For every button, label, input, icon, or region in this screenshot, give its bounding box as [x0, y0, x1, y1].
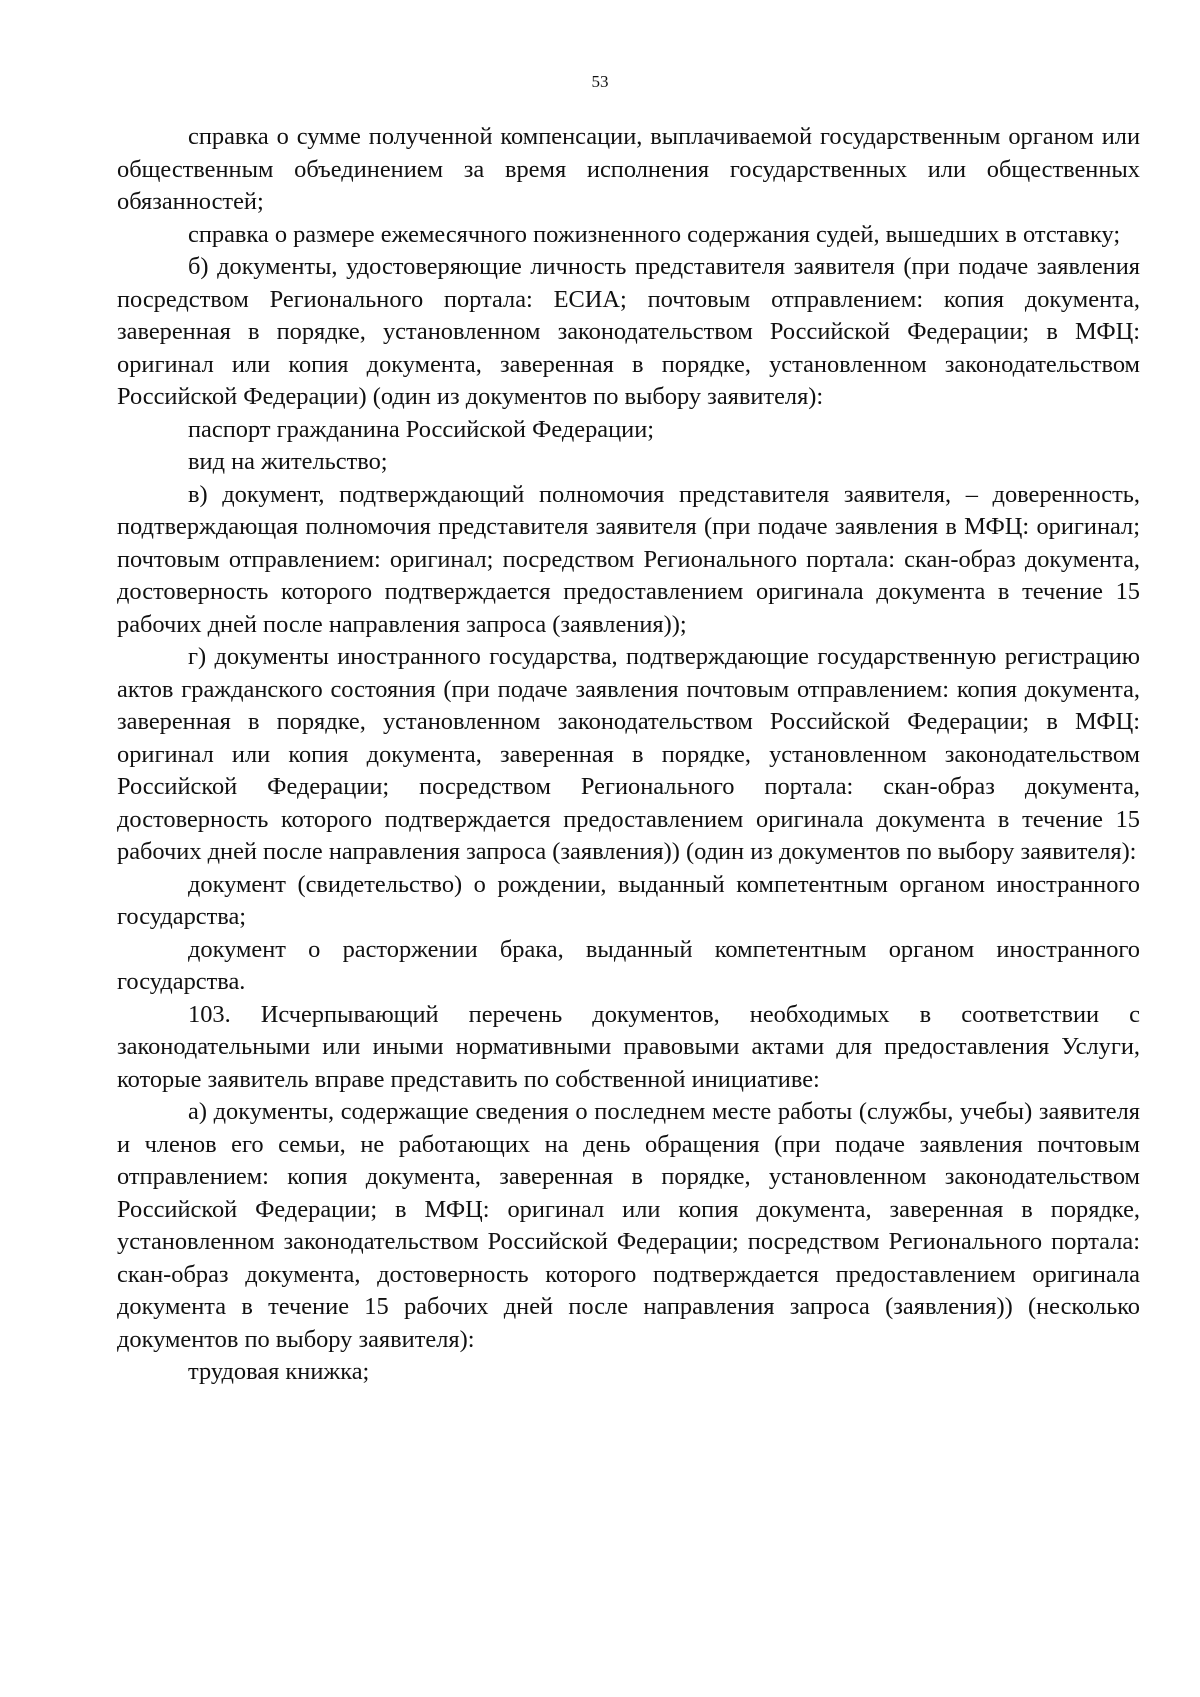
- paragraph-residence-permit: вид на жительство;: [188, 448, 388, 475]
- paragraph-work-record-book: трудовая книжка;: [188, 1358, 370, 1385]
- paragraph-item-g-foreign-documents: г) документы иностранного государства, подтверждающие государственную регистрацию актов гражданского состояния (при подаче заявления почтовым отправлением: копия документа, заверенная в порядке, установленном законодательством Российской Федерации; в МФЦ: оригинал или копия документа, заверенная в порядке, установленном законодательством Российской Федерации; посредством Регионального портала: скан-образ документа, достоверность которого подтверждается предоставлением оригинала документа в течение 15 рабочих дней после направления запроса (заявления)) (один из документов по выбору заявителя):: [117, 643, 1140, 865]
- paragraph-item-a-employment-documents: а) документы, содержащие сведения о последнем месте работы (службы, учебы) заявителя и членов его семьи, не работающих на день обращения (при подаче заявления почтовым отправлением: копия документа, заверенная в порядке, установленном законодательством Российской Федерации; в МФЦ: оригинал или копия документа, заверенная в порядке, установленном законодательством Российской Федерации; посредством Регионального портала: скан-образ документа, достоверность которого подтверждается предоставлением оригинала документа в течение 15 рабочих дней после направления запроса (заявления)) (несколько документов по выбору заявителя):: [117, 1098, 1140, 1353]
- paragraph-judges-allowance-certificate: справка о размере ежемесячного пожизненного содержания судей, вышедших в отставку;: [188, 220, 1121, 248]
- paragraph-item-v-power-of-attorney: в) документ, подтверждающий полномочия представителя заявителя, – доверенность, подтверждающая полномочия представителя заявителя (при подаче заявления в МФЦ: оригинал; почтовым отправлением: оригинал; посредством Регионального портала: скан-образ документа, достоверность которого подтверждается предоставлением оригинала документа в течение 15 рабочих дней после направления запроса (заявления));: [117, 480, 1140, 638]
- document-body: [117, 121, 1140, 1389]
- page-number: 53: [591, 72, 609, 91]
- paragraph-item-b-identity-documents: б) документы, удостоверяющие личность представителя заявителя (при подаче заявления посредством Регионального портала: ЕСИА; почтовым отправлением: копия документа, заверенная в порядке, установленном законодательством Российской Федерации; в МФЦ: оригинал или копия документа, заверенная в порядке, установленном законодательством Российской Федерации) (один из документов по выбору заявителя):: [117, 253, 1140, 410]
- paragraph-passport: паспорт гражданина Российской Федерации;: [188, 415, 655, 443]
- paragraph-compensation-certificate: справка о сумме полученной компенсации, выплачиваемой государственным органом или общественным объединением за время исполнения государственных или общественных обязанностей;: [117, 123, 1140, 215]
- paragraph-section-103: 103. Исчерпывающий перечень документов, необходимых в соответствии с законодательными или иными нормативными правовыми актами для предоставления Услуги, которые заявитель вправе представить по собственной инициативе:: [117, 1000, 1140, 1093]
- paragraph-divorce-document: документ о расторжении брака, выданный компетентным органом иностранного государства.: [117, 935, 1140, 995]
- paragraph-birth-certificate: документ (свидетельство) о рождении, выданный компетентным органом иностранного государства;: [117, 870, 1140, 930]
